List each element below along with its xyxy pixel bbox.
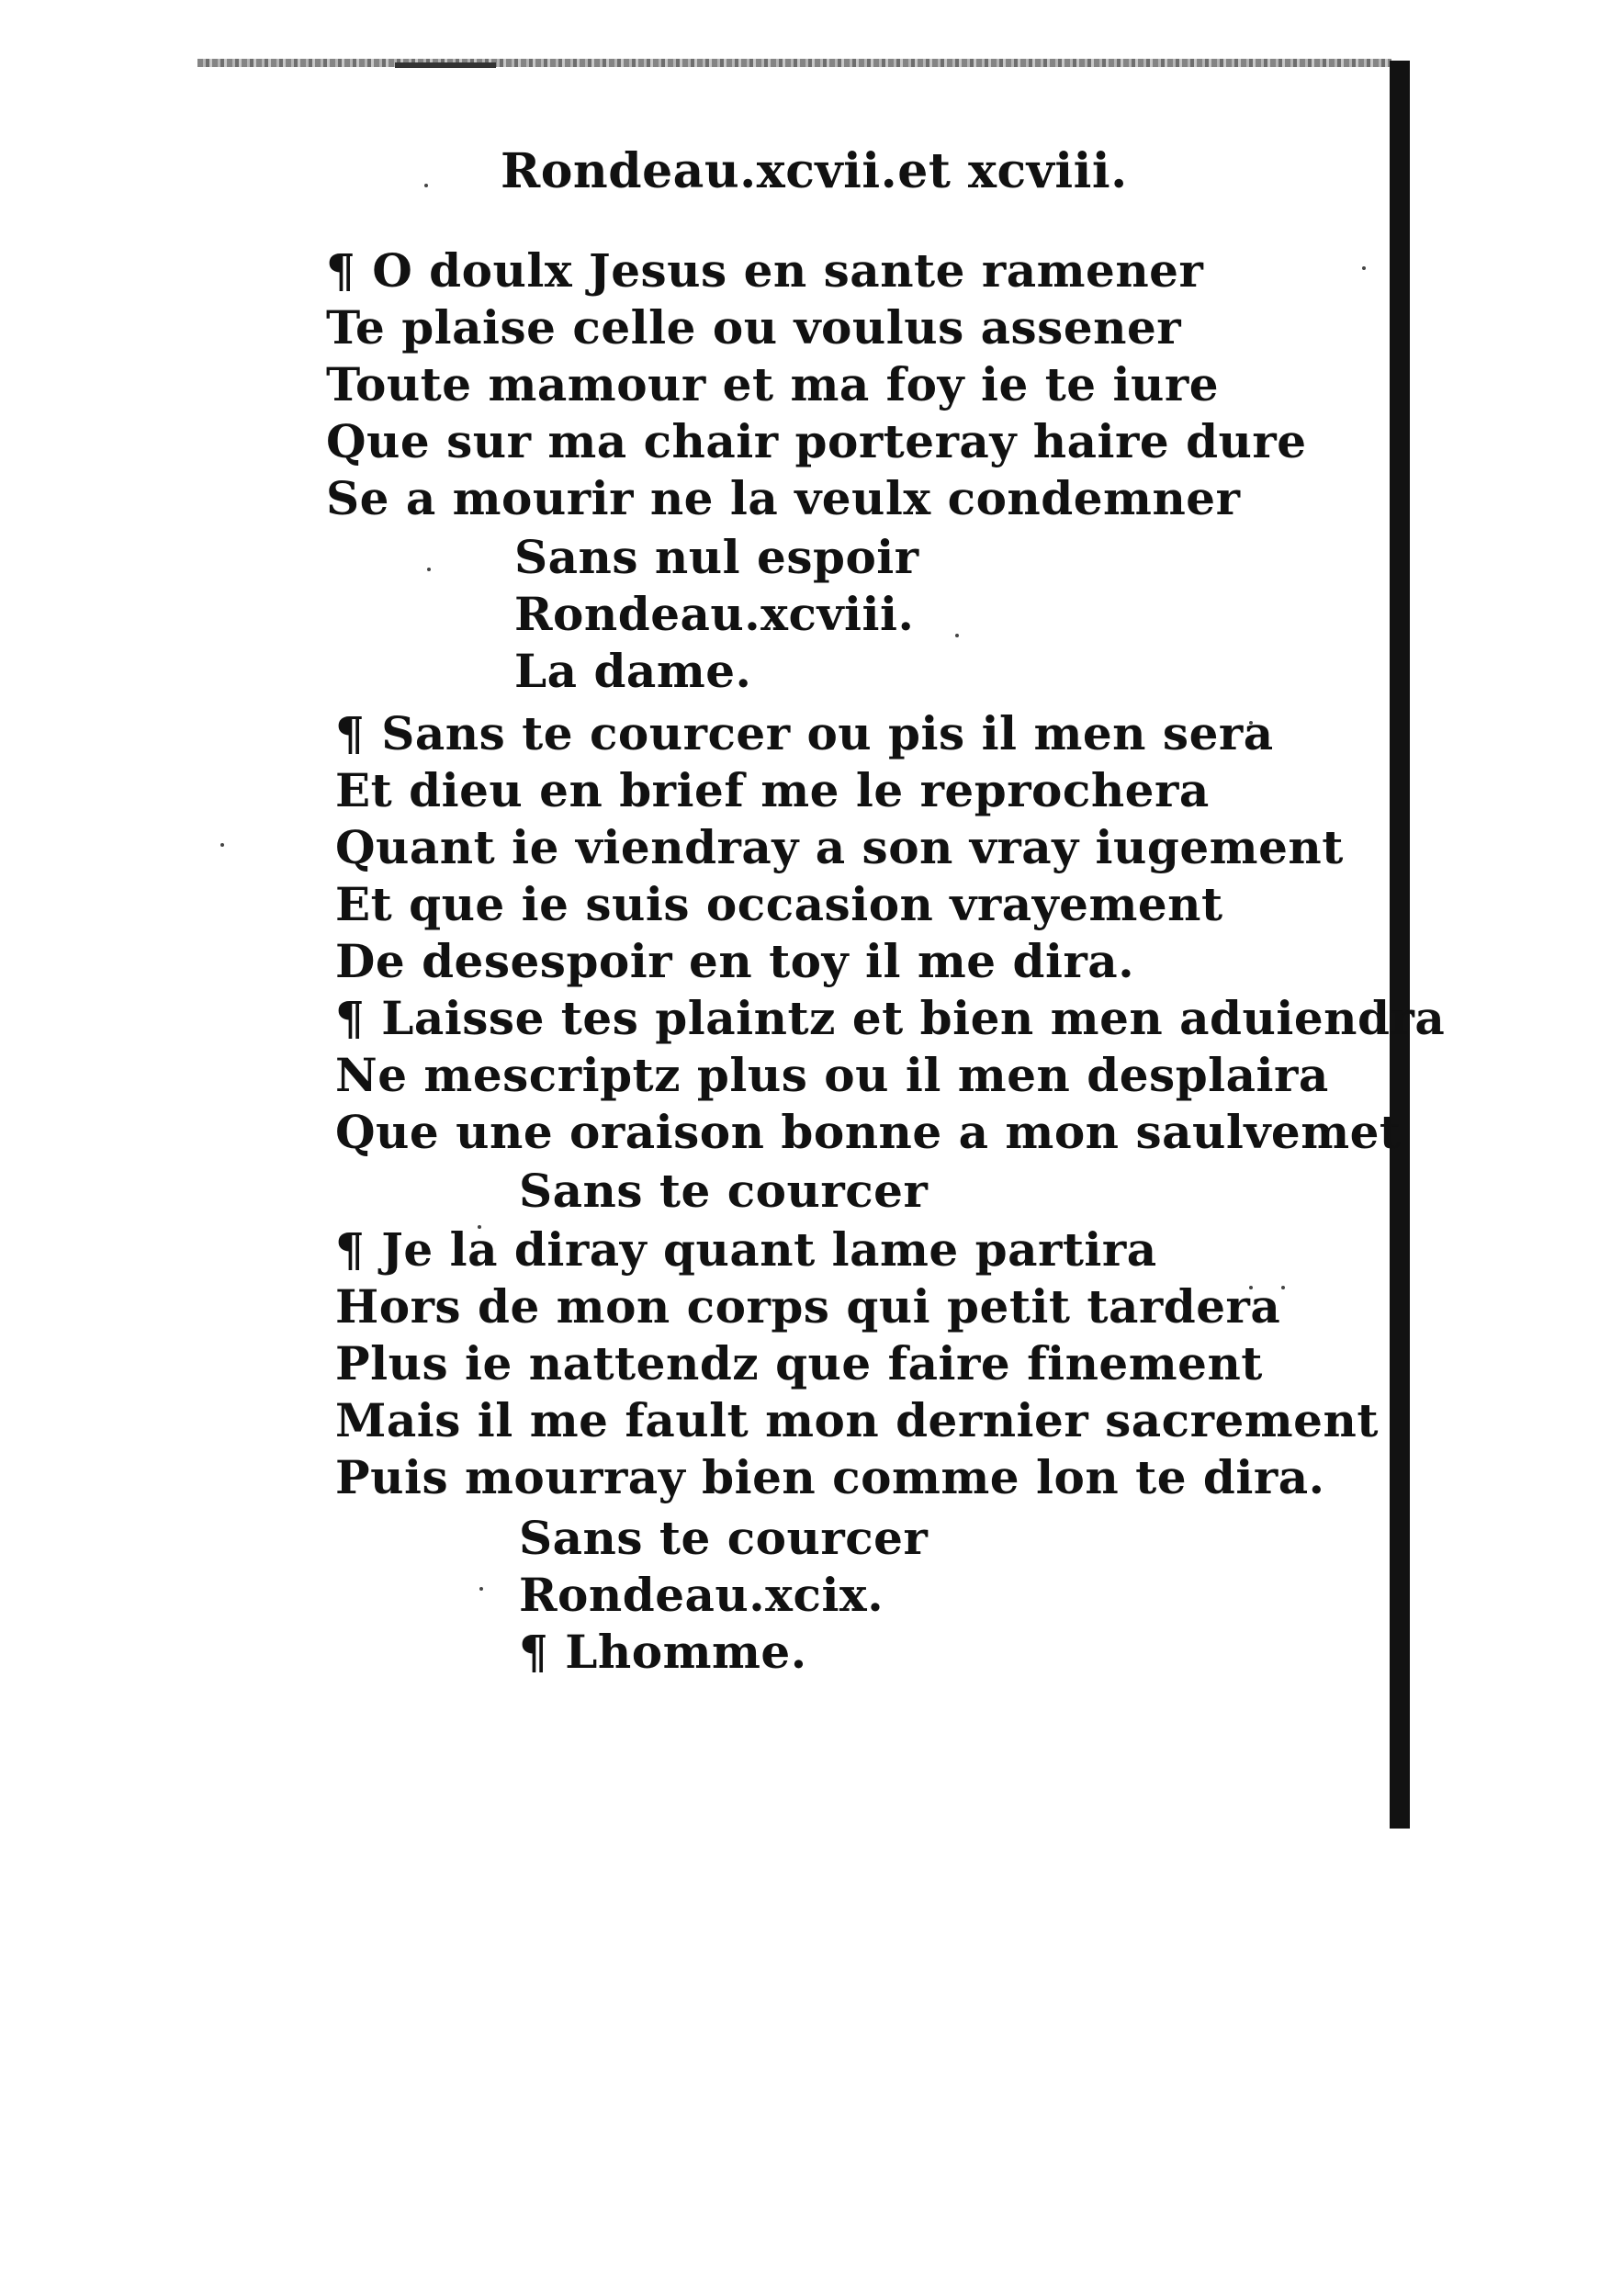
- speck: [1362, 266, 1366, 270]
- speaker-label: ¶ Lhomme.: [519, 1625, 807, 1679]
- verse-line: De desespoir en toy il me dira.: [335, 934, 1135, 988]
- section-heading: Rondeau.xcix.: [519, 1568, 884, 1622]
- page-top-edge-mark: [395, 62, 496, 68]
- verse-line: ¶ O doulx Jesus en sante ramener: [326, 243, 1204, 298]
- refrain-line: Sans te courcer: [519, 1164, 929, 1218]
- verse-line: ¶ Je la diray quant lame partira: [335, 1222, 1157, 1277]
- speck: [424, 184, 428, 187]
- refrain-line: Sans te courcer: [519, 1511, 929, 1565]
- verse-line: ¶ Sans te courcer ou pis il men sera: [335, 706, 1274, 760]
- verse-line: Mais il me fault mon dernier sacrement: [335, 1393, 1379, 1447]
- speck: [1281, 1286, 1285, 1289]
- speck: [955, 634, 959, 637]
- refrain-line: Sans nul espoir: [514, 530, 919, 584]
- verse-line: Plus ie nattendz que faire finement: [335, 1336, 1263, 1390]
- page-heading: Rondeau.xcvii.et xcviii.: [501, 143, 1128, 199]
- section-heading: Rondeau.xcviii.: [514, 587, 915, 641]
- verse-line: Te plaise celle ou voulus assener: [326, 300, 1182, 355]
- verse-line: Puis mourray bien comme lon te dira.: [335, 1450, 1325, 1504]
- verse-line: Et dieu en brief me le reprochera: [335, 763, 1210, 817]
- speaker-label: La dame.: [514, 644, 752, 698]
- speck: [479, 1587, 483, 1591]
- verse-line: Et que ie suis occasion vrayement: [335, 877, 1223, 931]
- verse-line: Que sur ma chair porteray haire dure: [326, 414, 1307, 468]
- page-right-border: [1390, 61, 1410, 1829]
- speck: [220, 843, 224, 847]
- speck: [427, 568, 431, 571]
- verse-line: Que une oraison bonne a mon saulvemet: [335, 1105, 1402, 1159]
- verse-line: Hors de mon corps qui petit tardera: [335, 1279, 1281, 1334]
- verse-line: Ne mescriptz plus ou il men desplaira: [335, 1048, 1329, 1102]
- page-top-edge: [197, 59, 1391, 67]
- verse-line: Toute mamour et ma foy ie te iure: [326, 357, 1220, 411]
- verse-line: ¶ Laisse tes plaintz et bien men aduiendra: [335, 991, 1446, 1045]
- verse-line: Quant ie viendray a son vray iugement: [335, 820, 1344, 874]
- verse-line: Se a mourir ne la veulx condemner: [326, 471, 1241, 525]
